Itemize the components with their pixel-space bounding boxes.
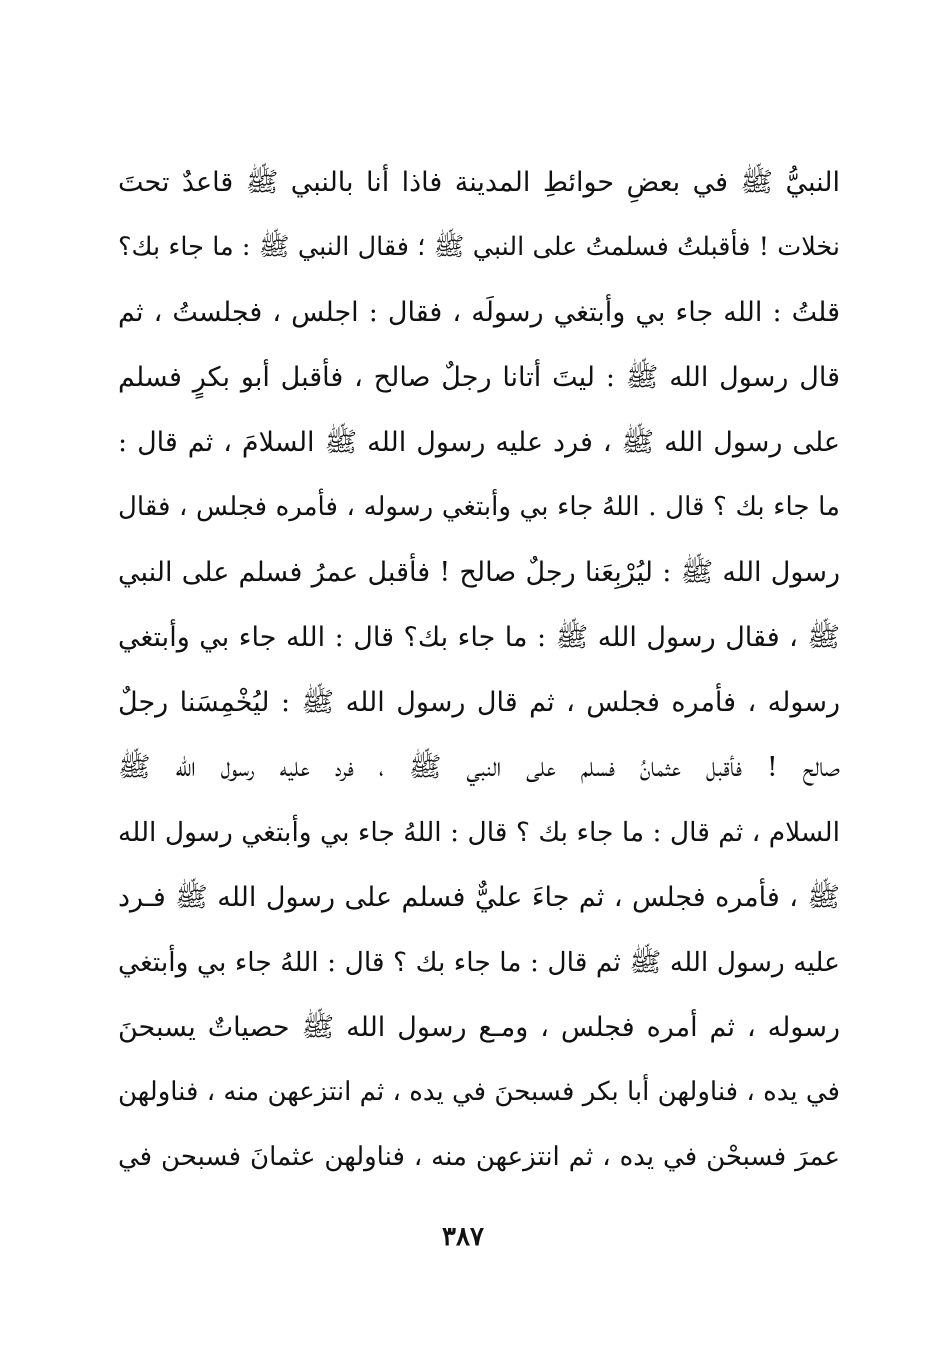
text-line: على رسول الله ﷺ ، فرد عليه رسول الله ﷺ السلامَ ، ثم قال : [118, 427, 840, 458]
text-line: ﷺ ، فقال رسول الله ﷺ : ما جاء بك؟ قال : الله جاء بي وأبتغي [118, 622, 840, 653]
text-line: النبيُّ ﷺ في بعضِ حوائطِ المدينة فاذا أنا بالنبي ﷺ قاعدٌ تحتَ [118, 167, 840, 198]
text-line: قلتُ : الله جاء بي وأبتغي رسولَه ، فقال : اجلس ، فجلستُ ، ثم [118, 297, 840, 328]
text-line: رسوله ، فأمره فجلس ، ثم قال رسول الله ﷺ : ليُخْمِسَنا رجلٌ [118, 687, 840, 718]
text-line: صالح ! فأقبل عثمانُ فسلم على النبي ﷺ ، فرد عليه رسول الله ﷺ [118, 752, 840, 783]
text-line: ما جاء بك ؟ قال . اللهُ جاء بي وأبتغي رسوله ، فأمره فجلس ، فقال [118, 492, 840, 522]
text-line: رسوله ، ثم أمره فجلس ، ومـع رسول الله ﷺ حصياتٌ يسبحنَ [118, 1012, 840, 1043]
text-line: عمرَ فسبحْن في يده ، ثم انتزعهن منه ، فناولهن عثمانَ فسبحن في [118, 1142, 840, 1172]
text-line: عليه رسول الله ﷺ ثم قال : ما جاء بك ؟ قال : اللهُ جاء بي وأبتغي [118, 947, 840, 978]
text-line: قال رسول الله ﷺ : ليتَ أتانا رجلٌ صالح ، فأقبل أبو بكرٍ فسلم [118, 362, 840, 393]
text-line: ﷺ ، فأمره فجلس ، ثم جاءَ عليٌّ فسلم على رسول الله ﷺ فـرد [118, 882, 840, 913]
page-number: ٣٨٧ [442, 1222, 484, 1252]
body-text [118, 150, 840, 1190]
text-line: في يده ، فناولهن أبا بكر فسبحنَ في يده ، ثم انتزعهن منه ، فناولهن [118, 1077, 840, 1107]
text-line: نخلات ! فأقبلتُ فسلمتُ على النبي ﷺ ؛ فقال النبي ﷺ : ما جاء بك؟ [118, 232, 840, 262]
text-line: السلام ، ثم قال : ما جاء بك ؟ قال : اللهُ جاء بي وأبتغي رسول الله [117, 817, 840, 848]
text-line: رسول الله ﷺ : ليُرْبِعَنا رجلٌ صالح ! فأقبل عمرُ فسلم على النبي [118, 557, 840, 588]
